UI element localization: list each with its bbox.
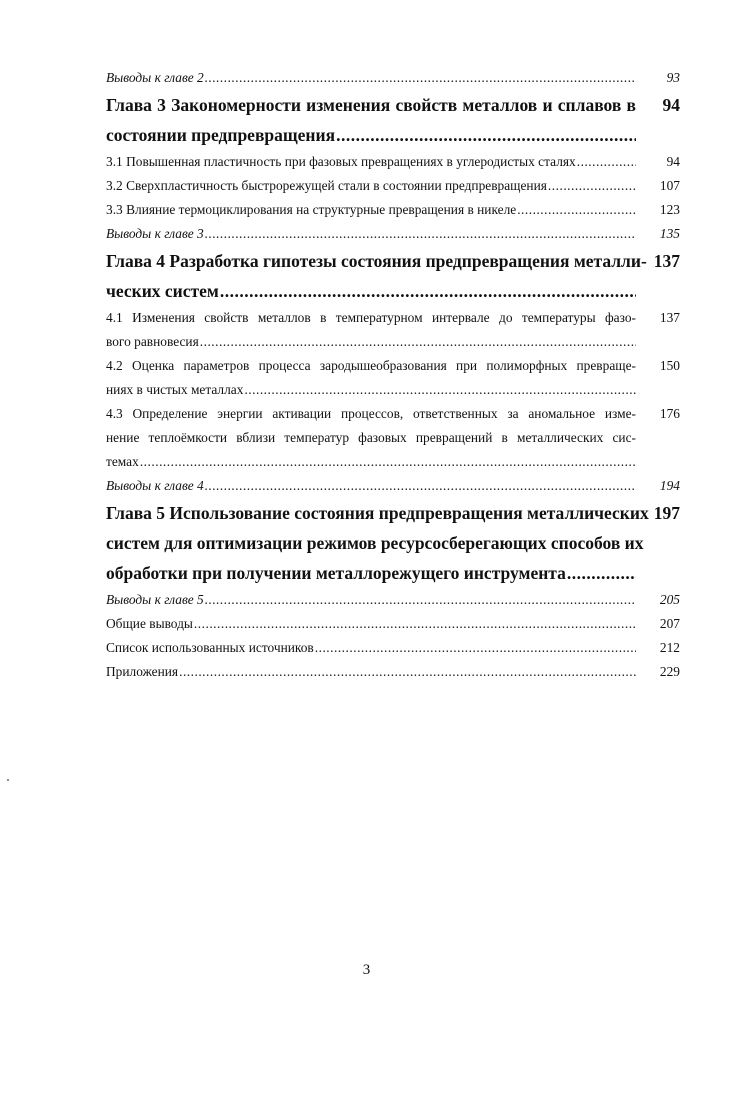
- page-number-footer: 3: [362, 962, 371, 978]
- toc-entry-title-line: ческих систем: [106, 281, 219, 301]
- dot-leader: [548, 174, 636, 198]
- toc-chapter-5[interactable]: [106, 498, 680, 588]
- toc-entry-text: [106, 90, 636, 150]
- toc-entry-text: [106, 150, 636, 174]
- dot-leader: [517, 198, 636, 222]
- dot-leader: [205, 588, 636, 612]
- toc-section-4-2[interactable]: [106, 354, 680, 402]
- dot-leader: [200, 330, 636, 354]
- toc-entry-title-line: Глава 5 Использование состояния предпревращения металлических: [106, 503, 649, 523]
- toc-entry-title-line: 4.1 Изменения свойств металлов в температурном интервале до температуры фазо-: [106, 310, 636, 325]
- toc-entry-conclusions-ch4[interactable]: [106, 474, 680, 498]
- toc-entry-text: [106, 222, 636, 246]
- toc-section-3-2[interactable]: [106, 174, 680, 198]
- toc-entry-title-line: ниях в чистых металлах: [106, 382, 244, 397]
- dot-leader: [220, 276, 636, 306]
- toc-entry-title-line: Глава 3 Закономерности изменения свойств металлов и сплавов в: [106, 95, 636, 115]
- toc-page-number: 207: [659, 616, 680, 631]
- toc-section-4-1[interactable]: [106, 306, 680, 354]
- dot-leader: [205, 474, 636, 498]
- toc-entry-title-line: вого равновесия: [106, 334, 199, 349]
- toc-entry-title-line: Глава 4 Разработка гипотезы состояния предпревращения металли-: [106, 251, 647, 271]
- toc-page-number: 94: [662, 95, 680, 115]
- toc-entry-text: [106, 498, 649, 588]
- toc-page-number: 137: [659, 310, 680, 325]
- toc-entry-title: Выводы к главе 4: [106, 478, 204, 493]
- toc-entry-appendices[interactable]: [106, 660, 680, 684]
- toc-chapter-3[interactable]: [106, 90, 680, 150]
- toc-entry-text: [106, 174, 636, 198]
- toc-entry-text: [106, 66, 636, 90]
- toc-entry-text: [106, 636, 636, 660]
- toc-page-number: 205: [659, 592, 680, 607]
- toc-entry-title-line: 4.3 Определение энергии активации процессов, ответственных за аномальное изме-: [106, 406, 636, 421]
- toc-entry-title-line: 4.2 Оценка параметров процесса зародышеобразования при полиморфных превраще-: [106, 358, 636, 373]
- toc-page-number: 150: [659, 358, 680, 373]
- toc-section-3-3[interactable]: [106, 198, 680, 222]
- toc-entry-text: [106, 402, 636, 474]
- toc-entry-title-line: состоянии предпревращения: [106, 125, 336, 145]
- toc-page-number: 137: [653, 251, 680, 271]
- toc-entry-conclusions-ch2[interactable]: [106, 66, 680, 90]
- toc-entry-text: [106, 474, 636, 498]
- toc-entry-conclusions-ch3[interactable]: [106, 222, 680, 246]
- toc-page-number: 107: [659, 178, 680, 193]
- dot-leader: [567, 558, 636, 588]
- toc-page-number: 176: [659, 406, 680, 421]
- toc-page-number: 123: [659, 202, 680, 217]
- toc-entry-text: [106, 306, 636, 354]
- toc-entry-text: [106, 588, 636, 612]
- dot-leader: [315, 636, 636, 660]
- toc-page-number: 94: [666, 154, 680, 169]
- toc-entry-text: [106, 246, 647, 306]
- dot-leader: [244, 378, 636, 402]
- toc-entry-title: Выводы к главе 3: [106, 226, 204, 241]
- toc-page-number: 93: [666, 70, 680, 85]
- toc-entry-title-line: систем для оптимизации режимов ресурсосберегающих способов их: [106, 533, 644, 553]
- table-of-contents: [106, 66, 680, 684]
- dot-leader: [205, 222, 636, 246]
- toc-chapter-4[interactable]: [106, 246, 680, 306]
- toc-entry-text: [106, 660, 636, 684]
- toc-entry-title: Общие выводы: [106, 616, 193, 631]
- toc-entry-title-line: темах: [106, 454, 139, 469]
- toc-entry-title: 3.3 Влияние термоциклирования на структурные превращения в никеле: [106, 202, 517, 217]
- toc-entry-text: [106, 198, 636, 222]
- toc-entry-title: Выводы к главе 2: [106, 70, 204, 85]
- toc-entry-title: 3.1 Повышенная пластичность при фазовых превращениях в углеродистых сталях: [106, 154, 576, 169]
- toc-entry-title: 3.2 Сверхпластичность быстрорежущей стали в состоянии предпревращения: [106, 178, 547, 193]
- toc-entry-general-conclusions[interactable]: [106, 612, 680, 636]
- dot-leader: [179, 660, 636, 684]
- toc-entry-title: Список использованных источников: [106, 640, 314, 655]
- toc-page-number: 194: [659, 478, 680, 493]
- toc-entry-text: [106, 612, 636, 636]
- toc-entry-references[interactable]: [106, 636, 680, 660]
- dot-leader: [336, 120, 636, 150]
- toc-entry-title: Приложения: [106, 664, 179, 679]
- dot-leader: [140, 450, 636, 474]
- toc-page-number: 197: [653, 503, 680, 523]
- toc-entry-title: Выводы к главе 5: [106, 592, 204, 607]
- toc-entry-text: [106, 354, 636, 402]
- toc-section-4-3[interactable]: [106, 402, 680, 474]
- toc-section-3-1[interactable]: [106, 150, 680, 174]
- dot-leader: [194, 612, 636, 636]
- toc-entry-title-line: обработки при получении металлорежущего инструмента: [106, 563, 566, 583]
- toc-page-number: 212: [659, 640, 680, 655]
- dot-leader: [577, 150, 636, 174]
- scan-speck: [7, 779, 9, 781]
- toc-entry-title-line: нение теплоёмкости вблизи температур фазовых превращений в металлических сис-: [106, 430, 636, 445]
- toc-page-number: 135: [659, 226, 680, 241]
- dot-leader: [205, 66, 636, 90]
- toc-entry-conclusions-ch5[interactable]: [106, 588, 680, 612]
- toc-page-number: 229: [659, 664, 680, 679]
